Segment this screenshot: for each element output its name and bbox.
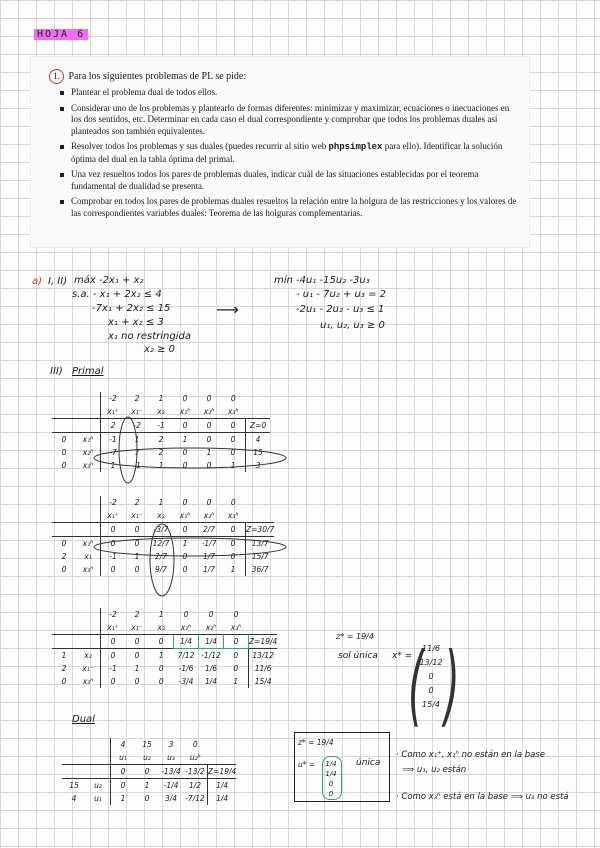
comment-2: ⟹ u₁, u₂ están bbox=[402, 765, 467, 775]
cost: -2 bbox=[101, 392, 126, 405]
problem-statement-box bbox=[30, 56, 530, 248]
page-title: HOJA 6 bbox=[34, 29, 88, 40]
dual-unique: única bbox=[356, 758, 381, 768]
cell: x₁ bbox=[84, 552, 92, 561]
col-header: x₁⁻ bbox=[131, 407, 143, 416]
simplex-table-3 bbox=[52, 608, 277, 688]
col-header: x₁ʰ bbox=[180, 623, 192, 632]
vector-entry: 1/4 bbox=[325, 760, 337, 768]
cell: 3 bbox=[246, 459, 271, 472]
cost: 4 bbox=[111, 738, 136, 751]
col-header: x₁⁺ bbox=[101, 509, 126, 523]
cell: 1/2 bbox=[183, 779, 208, 793]
z-value: Z=19/4 bbox=[249, 635, 278, 649]
cell: 1 bbox=[233, 677, 239, 686]
cost: 0 bbox=[230, 498, 236, 507]
cell: 0 bbox=[182, 552, 188, 561]
cell: u₁ bbox=[94, 794, 102, 803]
cell: 0 bbox=[182, 565, 188, 574]
left-paren: ( bbox=[408, 636, 424, 738]
cell: 11/6 bbox=[249, 662, 278, 675]
intro-text: Para los siguientes problemas de PL se pide: bbox=[68, 71, 247, 82]
cell: -1 bbox=[101, 550, 126, 563]
cell: 0 bbox=[52, 537, 76, 551]
dual-u-label: u* = bbox=[298, 760, 316, 769]
cell: -1/4 bbox=[159, 779, 183, 793]
col-header: x₁⁻ bbox=[131, 623, 143, 632]
col-header: x₃ʰ bbox=[230, 623, 242, 632]
cell: 0 bbox=[182, 448, 188, 457]
cell: 7/12 bbox=[174, 649, 199, 663]
z-cell: 0 bbox=[221, 419, 246, 433]
cell: 0 bbox=[111, 779, 136, 793]
col-header: x₁⁺ bbox=[101, 621, 126, 635]
col-header: x₁⁺ bbox=[101, 405, 126, 419]
cell: 1 bbox=[230, 461, 236, 470]
col-header: x₂ʰ bbox=[203, 511, 215, 520]
cell: 0 bbox=[197, 433, 221, 447]
col-header: u₁ bbox=[111, 751, 136, 765]
cell: 0 bbox=[224, 649, 249, 663]
cost: 1 bbox=[158, 498, 164, 507]
cell: -1/7 bbox=[197, 537, 221, 551]
cell: 4 bbox=[246, 433, 271, 447]
cell: 2 bbox=[61, 664, 67, 673]
cell: 1 bbox=[52, 649, 76, 663]
cell: 0 bbox=[61, 677, 67, 686]
cost: 0 bbox=[230, 394, 236, 403]
primal-constraint-1: s.a. - x₁ + 2x₂ ≤ 4 bbox=[72, 289, 162, 300]
primal-x-label: x* = bbox=[392, 651, 413, 661]
simplex-table-2 bbox=[52, 496, 274, 576]
primal-unique: sol única bbox=[338, 651, 378, 661]
cell: 0 bbox=[158, 677, 164, 686]
cell: 2 bbox=[61, 552, 67, 561]
vector-entry: 15/4 bbox=[422, 700, 440, 709]
cell: 1 bbox=[135, 779, 159, 793]
z-cell: 0 bbox=[173, 523, 197, 537]
cell: 1/7 bbox=[202, 552, 216, 561]
z-cell: 1/4 bbox=[199, 635, 224, 649]
cell: 1 bbox=[111, 792, 136, 805]
cell: 15 bbox=[246, 446, 271, 459]
cost: 0 bbox=[182, 498, 188, 507]
vector-entry: 0 bbox=[328, 790, 334, 798]
task-item: Comprobar en todos los pares de problemas duales resueltos la relación entre la holgura de las restricciones y los valores de las correspondientes variables duales: Teorema de las holguras complementarias. bbox=[59, 196, 519, 219]
z-cell: -13/2 bbox=[183, 765, 208, 779]
primal-heading: Primal bbox=[72, 366, 104, 377]
cell: u₂ bbox=[86, 779, 111, 793]
cost: 0 bbox=[233, 610, 239, 619]
cell: 1/4 bbox=[208, 792, 237, 805]
z-cell: 2/7 bbox=[197, 523, 221, 537]
cell: 12/7 bbox=[149, 537, 173, 551]
dual-objective: mín -4u₁ -15u₂ -3u₃ bbox=[274, 275, 370, 286]
cost: 3 bbox=[168, 740, 174, 749]
col-header: u₂ʰ bbox=[189, 753, 201, 762]
cell: 0 bbox=[221, 537, 246, 551]
cell: 0 bbox=[101, 563, 126, 576]
dual-optimal-z: z* = 19/4 bbox=[298, 738, 334, 747]
cell: 0 bbox=[101, 649, 126, 663]
cell: -1 bbox=[133, 461, 141, 470]
cost: -2 bbox=[101, 608, 126, 621]
z-cell: -2 bbox=[125, 419, 149, 433]
col-header: x₂ bbox=[157, 407, 165, 416]
z-cell: 0 bbox=[197, 419, 221, 433]
z-cell: 0 bbox=[173, 419, 197, 433]
problem-number: 1. bbox=[49, 69, 64, 84]
primal-free-var: x₁ no restringida bbox=[108, 331, 191, 342]
z-value: Z=30/7 bbox=[246, 523, 275, 537]
cell: 0 bbox=[61, 461, 67, 470]
part-label: I, II) bbox=[48, 276, 68, 287]
dual-solution-vector bbox=[324, 759, 338, 799]
z-cell: 0 bbox=[224, 635, 249, 649]
simplex-table-1 bbox=[52, 392, 270, 472]
cell: 0 bbox=[158, 664, 164, 673]
cell: 15/4 bbox=[249, 675, 278, 688]
primal-nonneg: x₂ ≥ 0 bbox=[144, 344, 176, 355]
cost: 0 bbox=[206, 394, 212, 403]
cell: 2 bbox=[158, 448, 164, 457]
cell: 0 bbox=[52, 433, 76, 447]
cell: 1 bbox=[134, 552, 140, 561]
cell: x₃ʰ bbox=[82, 677, 94, 686]
primal-constraint-3: x₁ + x₂ ≤ 3 bbox=[108, 317, 164, 328]
comment-1: · Como x₁⁺, x₁ʰ no están en la base bbox=[396, 750, 546, 760]
cell: 36/7 bbox=[246, 563, 275, 576]
dual-constraint-1: - u₁ - 7u₂ + u₃ = 2 bbox=[296, 289, 386, 300]
col-header: x₂ʰ bbox=[205, 623, 217, 632]
cell: -7 bbox=[101, 446, 126, 459]
z-cell: 0 bbox=[111, 765, 136, 779]
vector-entry: 0 bbox=[428, 672, 434, 681]
z-cell: 1/4 bbox=[174, 635, 199, 649]
dual-heading: Dual bbox=[72, 714, 95, 725]
part-a-label: a) bbox=[32, 276, 43, 287]
cell: 0 bbox=[134, 677, 140, 686]
task-item: Plantear el problema dual de todos ellos. bbox=[59, 87, 519, 99]
z-cell: 0 bbox=[125, 635, 149, 649]
primal-constraint-2: -7x₁ + 2x₂ ≤ 15 bbox=[92, 303, 171, 314]
cell: 0 bbox=[230, 448, 236, 457]
vector-entry: 1/4 bbox=[325, 770, 337, 778]
right-paren: ) bbox=[444, 636, 460, 738]
cell: 0 bbox=[134, 565, 140, 574]
section-label: III) bbox=[50, 366, 63, 377]
cell: 0 bbox=[101, 675, 126, 688]
cell: 0 bbox=[125, 649, 149, 663]
cell: 0 bbox=[101, 537, 126, 551]
cell: 3/4 bbox=[164, 794, 178, 803]
task-3-prefix: Resolver todos los problemas y sus duales (puedes recurrir al sitio web bbox=[71, 141, 329, 151]
dual-simplex-table bbox=[62, 738, 236, 805]
cell: 0 bbox=[182, 461, 188, 470]
cell: 1 bbox=[173, 537, 197, 551]
cell: 13/12 bbox=[249, 649, 278, 663]
col-header: u₂ bbox=[143, 753, 151, 762]
cost: 1 bbox=[158, 610, 164, 619]
cell: 1 bbox=[230, 565, 236, 574]
cell: 1 bbox=[101, 459, 126, 472]
cell: 2/7 bbox=[154, 552, 168, 561]
vector-entry: 11/6 bbox=[422, 644, 440, 653]
cell: 1/7 bbox=[202, 565, 216, 574]
task-item: Considerar uno de los problemas y plantearlo de formas diferentes: minimizar y maximizar, ecuaciones o inecuaciones en los dos sentidos, etc. Determinar en cada caso el dual correspondiente y comprobar que todos los problemas duales así planteados son también equivalentes. bbox=[59, 103, 519, 138]
cell: 1/6 bbox=[204, 664, 218, 673]
cell: 15 bbox=[62, 779, 86, 793]
cell: x₂ʰ bbox=[82, 448, 94, 457]
problem-intro bbox=[49, 69, 246, 84]
cost: 0 bbox=[182, 394, 188, 403]
task-item: Una vez resueltos todos los pares de problemas duales, indicar cuál de las situaciones establecidas por el teorema fundamental de dualidad se presenta. bbox=[59, 169, 519, 192]
cost: 1 bbox=[158, 394, 164, 403]
vector-entry: 0 bbox=[328, 780, 334, 788]
col-header: x₁ʰ bbox=[179, 407, 191, 416]
cell: -1/12 bbox=[199, 649, 224, 663]
cell: -3/4 bbox=[178, 677, 194, 686]
cell: -7/12 bbox=[185, 794, 205, 803]
cost: 2 bbox=[134, 498, 140, 507]
phpsimplex-code: phpsimplex bbox=[328, 142, 383, 152]
cost: 15 bbox=[142, 740, 152, 749]
arrow-icon: ⟶ bbox=[216, 300, 239, 319]
cost: 0 bbox=[192, 740, 198, 749]
cost: 2 bbox=[134, 394, 140, 403]
col-header: x₂ʰ bbox=[203, 407, 215, 416]
comment-3: · Como x₃ʰ está en la base ⟹ u₃ no está bbox=[396, 792, 569, 802]
primal-solution-vector bbox=[418, 642, 444, 712]
cell: x₁ʰ bbox=[76, 537, 101, 551]
z-cell: -13/4 bbox=[159, 765, 183, 779]
dual-nonneg: u₁, u₂, u₃ ≥ 0 bbox=[320, 320, 385, 331]
cell: 0 bbox=[206, 461, 212, 470]
col-header: x₂ bbox=[157, 511, 165, 520]
cell: x₂ bbox=[76, 649, 101, 663]
z-cell: 0 bbox=[135, 765, 159, 779]
cost: 0 bbox=[208, 610, 214, 619]
cell: 1 bbox=[173, 433, 197, 447]
cell: 1/4 bbox=[208, 779, 237, 793]
cell: 1 bbox=[149, 649, 174, 663]
col-header: x₂ bbox=[157, 623, 165, 632]
z-cell: 0 bbox=[221, 523, 246, 537]
z-cell: -1 bbox=[149, 419, 173, 433]
col-header: x₁ʰ bbox=[179, 511, 191, 520]
vector-entry: 13/12 bbox=[419, 658, 443, 667]
cell: x₁ʰ bbox=[76, 433, 101, 447]
task-3-suffix: para ello). Identificar la solución óptima del dual en la tabla óptima del primal. bbox=[71, 141, 503, 164]
task-item bbox=[59, 141, 519, 165]
cell: 0 bbox=[61, 565, 67, 574]
cell: 1 bbox=[158, 461, 164, 470]
cell: x₁⁻ bbox=[82, 664, 94, 673]
cost: -2 bbox=[101, 496, 126, 509]
cell: 0 bbox=[61, 448, 67, 457]
cell: -1/6 bbox=[178, 664, 194, 673]
z-cell: -3/7 bbox=[149, 523, 173, 537]
cell: 0 bbox=[144, 794, 150, 803]
vector-entry: 0 bbox=[428, 686, 434, 695]
cell: 2 bbox=[149, 433, 173, 447]
z-cell: 0 bbox=[101, 523, 126, 537]
cell: 13/7 bbox=[246, 537, 275, 551]
col-header: x₃ʰ bbox=[228, 407, 239, 416]
task-list bbox=[59, 87, 519, 223]
cell: 4 bbox=[71, 794, 77, 803]
cell: x₃ʰ bbox=[82, 461, 94, 470]
cost: 0 bbox=[183, 610, 189, 619]
z-value: Z=0 bbox=[246, 419, 271, 433]
cell: 9/7 bbox=[154, 565, 168, 574]
cell: -1 bbox=[101, 662, 126, 675]
cell: x₃ʰ bbox=[82, 565, 94, 574]
cell: 1 bbox=[134, 664, 140, 673]
cell: 1 bbox=[125, 433, 149, 447]
primal-objective: máx -2x₁ + x₂ bbox=[74, 275, 144, 286]
z-cell: 0 bbox=[149, 635, 174, 649]
col-header: x₃ʰ bbox=[228, 511, 239, 520]
cell: 15/7 bbox=[246, 550, 275, 563]
cell: 0 bbox=[230, 552, 236, 561]
cell: 1/4 bbox=[204, 677, 218, 686]
col-header: u₃ bbox=[167, 753, 175, 762]
primal-optimal-z: z* = 19/4 bbox=[336, 632, 374, 641]
cost: 2 bbox=[134, 610, 140, 619]
cell: 0 bbox=[221, 433, 246, 447]
cell: 7 bbox=[134, 448, 140, 457]
cell: 1 bbox=[206, 448, 212, 457]
cell: 0 bbox=[233, 664, 239, 673]
col-header: x₁⁻ bbox=[131, 511, 143, 520]
z-cell: 0 bbox=[101, 635, 126, 649]
z-value: Z=19/4 bbox=[208, 765, 237, 779]
z-cell: 2 bbox=[101, 419, 126, 433]
dual-constraint-2: -2u₁ - 2u₂ - u₃ ≤ 1 bbox=[296, 304, 385, 315]
cost: 0 bbox=[206, 498, 212, 507]
z-cell: 0 bbox=[125, 523, 149, 537]
cell: -1 bbox=[101, 433, 126, 447]
cell: 0 bbox=[125, 537, 149, 551]
